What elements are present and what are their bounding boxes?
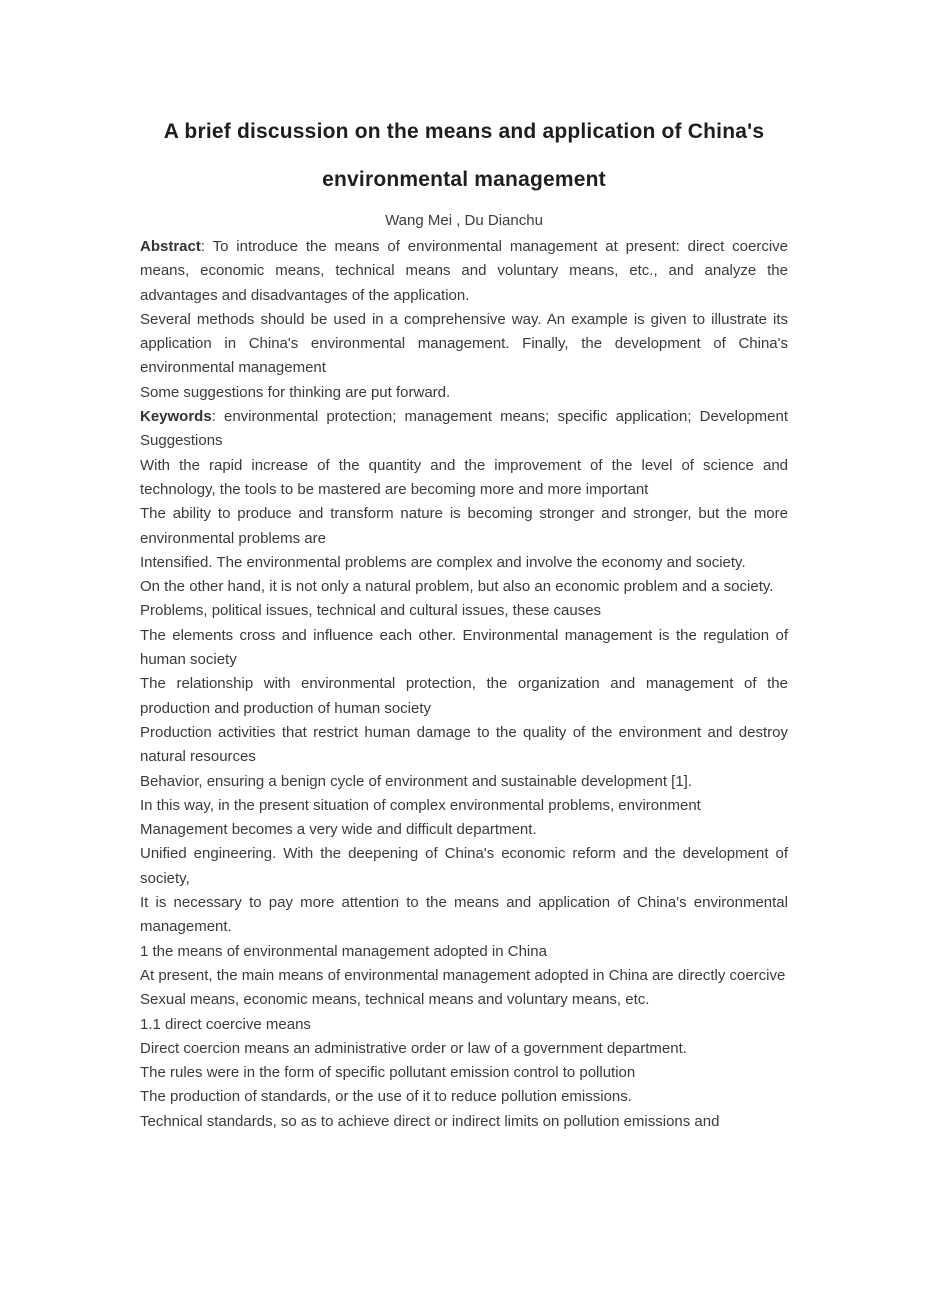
paragraph-text: : To introduce the means of environmental management at present: direct coercive means, economic means, technical means and voluntary means, etc., and analyze the advantages and disadvantages of the application. bbox=[140, 238, 788, 304]
paragraph bbox=[140, 1061, 788, 1085]
paragraph bbox=[140, 551, 788, 575]
paragraph bbox=[140, 502, 788, 551]
paragraph bbox=[140, 1013, 788, 1037]
paragraph bbox=[140, 235, 788, 308]
paragraph-text: Production activities that restrict human damage to the quality of the environment and destroy natural resources bbox=[140, 723, 788, 766]
paragraph-text: Intensified. The environmental problems are complex and involve the economy and society. bbox=[140, 553, 746, 571]
paragraph-text: Direct coercion means an administrative order or law of a government department. bbox=[140, 1039, 687, 1057]
paragraph bbox=[140, 794, 788, 818]
paragraph bbox=[140, 381, 788, 405]
paragraph-text: The relationship with environmental protection, the organization and management of the production and production of human society bbox=[140, 675, 788, 717]
title-line-2: environmental management bbox=[322, 168, 606, 191]
paragraph bbox=[140, 1037, 788, 1061]
paragraph-text: On the other hand, it is not only a natural problem, but also an economic problem and a society. bbox=[140, 578, 774, 596]
paragraph bbox=[140, 575, 788, 599]
paragraph-text: Sexual means, economic means, technical means and voluntary means, etc. bbox=[140, 991, 650, 1009]
paragraph-text: 1 the means of environmental management adopted in China bbox=[140, 942, 547, 960]
paragraph bbox=[140, 672, 788, 721]
paragraph-text: The ability to produce and transform nature is becoming stronger and stronger, but the more environmental problems are bbox=[140, 505, 788, 547]
paragraph-text: With the rapid increase of the quantity and the improvement of the level of science and technology, the tools to be mastered are becoming more and more important bbox=[140, 456, 788, 498]
paragraph bbox=[140, 988, 788, 1012]
paragraph bbox=[140, 1110, 788, 1134]
paragraph-lead: Abstract bbox=[140, 238, 201, 255]
paragraph-text: In this way, in the present situation of complex environmental problems, environment bbox=[140, 796, 701, 814]
paragraph-text: Several methods should be used in a comprehensive way. An example is given to illustrate its application in China's environmental management. Finally, the development of China's environmental management bbox=[140, 310, 788, 377]
paragraph-text: Some suggestions for thinking are put forward. bbox=[140, 383, 451, 401]
paragraph-text: Unified engineering. With the deepening of China's economic reform and the development of society, bbox=[140, 845, 788, 887]
paragraph-text: : environmental protection; management means; specific application; Development Suggestions bbox=[140, 408, 788, 450]
title-line-1: A brief discussion on the means and application of China's bbox=[163, 120, 765, 143]
document-content bbox=[140, 0, 788, 1134]
paragraph bbox=[140, 624, 788, 673]
paragraph-text: The elements cross and influence each other. Environmental management is the regulation of human society bbox=[140, 626, 788, 669]
paragraph bbox=[140, 770, 788, 794]
paragraph-text: At present, the main means of environmental management adopted in China are directly coercive bbox=[140, 966, 786, 984]
body-paragraphs bbox=[140, 235, 788, 1134]
paragraph-text: Behavior, ensuring a benign cycle of environment and sustainable development [1]. bbox=[140, 772, 693, 790]
authors-line: Wang Mei , Du Dianchu bbox=[385, 212, 543, 229]
paragraph bbox=[140, 842, 788, 891]
paragraph-text: Technical standards, so as to achieve direct or indirect limits on pollution emissions and bbox=[140, 1112, 720, 1130]
paragraph-text: Management becomes a very wide and difficult department. bbox=[140, 821, 537, 839]
paragraph bbox=[140, 721, 788, 770]
paragraph bbox=[140, 1085, 788, 1109]
paragraph bbox=[140, 964, 788, 988]
paragraph-lead: Keywords bbox=[140, 408, 212, 426]
document-title bbox=[140, 0, 788, 204]
paragraph bbox=[140, 818, 788, 842]
paragraph bbox=[140, 599, 788, 623]
paragraph bbox=[140, 454, 788, 503]
paragraph-text: The rules were in the form of specific pollutant emission control to pollution bbox=[140, 1064, 636, 1082]
paragraph bbox=[140, 891, 788, 940]
paragraph-text: Problems, political issues, technical and cultural issues, these causes bbox=[140, 602, 602, 620]
paragraph bbox=[140, 940, 788, 964]
paragraph bbox=[140, 308, 788, 381]
paragraph-text: 1.1 direct coercive means bbox=[140, 1015, 311, 1033]
paragraph bbox=[140, 405, 788, 454]
paragraph-text: It is necessary to pay more attention to the means and application of China's environmental management. bbox=[140, 894, 788, 936]
paragraph-text: The production of standards, or the use of it to reduce pollution emissions. bbox=[140, 1088, 632, 1106]
